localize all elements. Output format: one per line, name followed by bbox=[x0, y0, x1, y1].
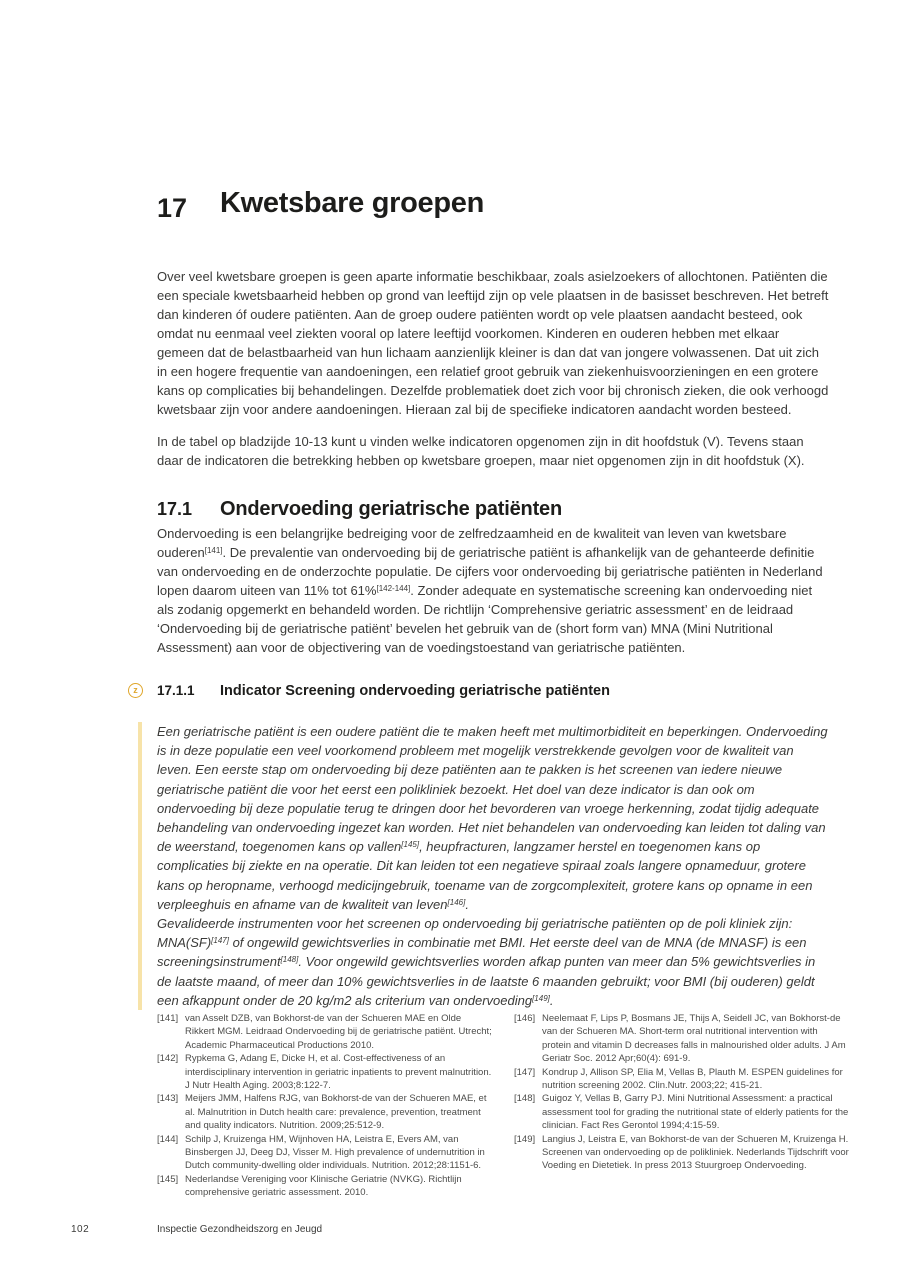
footnote-text: Schilp J, Kruizenga HM, Wijnhoven HA, Leistra E, Evers AM, van Binsbergen JJ, Deeg DJ, Visser M. High prevalence of undernutrition in Dutch community-dwelling older individuals. Nutrition. 2012;28:1151-6. bbox=[185, 1133, 485, 1172]
footnote-number: [149] bbox=[514, 1133, 536, 1145]
subsection-title: Indicator Screening ondervoeding geriatrische patiënten bbox=[220, 683, 610, 699]
footnote bbox=[514, 1092, 849, 1132]
page-content bbox=[133, 0, 829, 1010]
footnote-reference: [142-144] bbox=[376, 584, 411, 593]
footnote-number: [142] bbox=[157, 1053, 179, 1065]
footnote-text: Guigoz Y, Vellas B, Garry PJ. Mini Nutritional Assessment: a practical assessment tool for grading the nutritional state of elderly patients for the clinician. Fact Res Gerontol 1994;4:15-59. bbox=[542, 1093, 849, 1132]
body-text-segment: Gevalideerde instrumenten voor het screenen op ondervoeding bij geriatrische patiënten op de poli kliniek zijn: MNA(SF) bbox=[157, 916, 793, 951]
body-text-segment: . bbox=[465, 896, 469, 912]
footnote-text: Kondrup J, Allison SP, Elia M, Vellas B, Plauth M. ESPEN guidelines for nutrition screening 2002. Clin.Nutr. 2003;22; 415-21. bbox=[542, 1066, 843, 1092]
footnotes-section bbox=[157, 1012, 849, 1200]
intro-paragraph-1: Over veel kwetsbare groepen is geen aparte informatie beschikbaar, zoals asielzoekers of allochtonen. Patiënten die een speciale kwetsbaarheid hebben op grond van leeftijd zijn op vele plaatsen in de basisset beschreven. Het betreft dan kinderen óf oudere patiënten. Aan de groep oudere patiënten wordt op vele plaatsen aandacht besteed, ook omdat nu eenmaal veel ziekten vooral op latere leeftijd voorkomen. Kinderen en ouderen hebben met elkaar gemeen dat de belastbaarheid van hun lichaam aanzienlijk kleiner is dan dat van jongere volwassenen. Dat uit zich in een hogere frequentie van aandoeningen, een relatief groot gebruik van ziekenhuisvoorzieningen en een grotere kans op complicaties bij behandelingen. Dezelfde problematiek doet zich voor bij chronisch zieken, die ook verhoogd kwetsbaar zijn voor andere aandoeningen. Hieraan zal bij de specifieke indicatoren aandacht worden besteed. bbox=[157, 269, 829, 417]
body-text-segment: Ondervoeding is een belangrijke bedreiging voor de zelfredzaamheid en de kwaliteit van leven van kwetsbare ouderen bbox=[157, 526, 787, 560]
intro-paragraph-2: In de tabel op bladzijde 10-13 kunt u vinden welke indicatoren opgenomen zijn in dit hoofdstuk (V). Tevens staan daar de indicatoren die betrekking hebben op kwetsbare groepen, maar niet opgenomen zijn in dit hoofdstuk (X). bbox=[157, 434, 805, 468]
section-17-1-body bbox=[157, 524, 829, 657]
footnote-reference: [149] bbox=[532, 993, 550, 1003]
chapter-title: Kwetsbare groepen bbox=[220, 187, 485, 219]
section-heading-17-1 bbox=[157, 496, 829, 524]
chapter-number: 17 bbox=[157, 193, 188, 223]
footnote-number: [146] bbox=[514, 1013, 536, 1024]
footnote-text: van Asselt DZB, van Bokhorst-de van der Schueren MAE en Olde Rikkert MGM. Leidraad Ondervoeding bij de geriatrische patiënt. Utrecht; Academic Pharmaceutical Productions 2010. bbox=[185, 1013, 492, 1051]
footnote bbox=[157, 1052, 492, 1092]
indicator-description-block bbox=[138, 722, 829, 1010]
body-text-segment: Een geriatrische patiënt is een oudere patiënt die te maken heeft met multimorbiditeit en beperkingen. Ondervoeding is in deze populatie een veel voorkomend probleem met mogelijk verstrekkende gevolgen voor de kwaliteit van leven. Een eerste stap om ondervoeding bij deze patiënten aan te pakken is het screenen van iedere nieuwe geriatrische patiënt die voor het eerst een polikliniek bezoekt. Het doel van deze indicator is dan ook om ondervoeding bij deze populatie terug te dringen door het bevorderen van vroege herkenning, zodat tijdig adequate behandeling van ondervoeding ingezet kan worden. Het niet behandelen van ondervoeding kan leiden tot daling van de weerstand, toegenomen kans op vallen bbox=[157, 724, 828, 855]
footnote-text: Rypkema G, Adang E, Dicke H, et al. Cost-effectiveness of an interdisciplinary intervention in geriatric inpatients to prevent malnutrition. J Nutr Health Aging. 2003;8:122-7. bbox=[185, 1053, 492, 1092]
footnote-text: Nederlandse Vereniging voor Klinische Geriatrie (NVKG). Richtlijn comprehensive geriatric assessment. 2010. bbox=[185, 1173, 462, 1199]
footnote bbox=[157, 1133, 492, 1173]
footnote bbox=[514, 1012, 849, 1066]
footnote-reference: [145] bbox=[401, 840, 420, 850]
footer-organization: Inspectie Gezondheidszorg en Jeugd bbox=[157, 1224, 323, 1235]
footnote bbox=[157, 1092, 492, 1132]
footnote bbox=[514, 1066, 849, 1093]
body-text-segment: . Zonder adequate en systematische screening kan ondervoeding niet als zodanig opgemerkt en behandeld worden. De richtlijn ‘Comprehensive geriatric assessment’ en de leidraad ‘Ondervoeding bij de geriatrische patiënt’ bevelen het gebruik van de (short form van) MNA (Mini Nutritional Assessment) aan voor de objectivering van de voedingstoestand van geriatrische patiënten. bbox=[157, 583, 813, 655]
footnote-reference: [146] bbox=[447, 897, 466, 907]
footnote bbox=[514, 1133, 849, 1173]
footnote-text: Langius J, Leistra E, van Bokhorst-de van der Schueren M, Kruizenga H. Screenen van ondervoeding op de polikliniek. Nederlands Tijdschrift voor Voeding en Dietetiek. In press 2013 Stuurgroep Ondervoeding. bbox=[542, 1133, 849, 1172]
page-number: 102 bbox=[71, 1224, 90, 1235]
section-title: Ondervoeding geriatrische patiënten bbox=[220, 498, 562, 520]
body-text-segment: , heupfracturen, langzamer herstel en toegenomen kans op complicaties bij ziekte en na operatie. Dit kan leiden tot een negatieve spiraal zoals langere opnameduur, grotere kans op heropname, verhoogd medicijngebruik, toename van de zorgcomplexiteit, grotere kans op opname in een verpleeghuis en afname van de kwaliteit van leven bbox=[157, 839, 813, 912]
body-text-segment: of ongewild gewichtsverlies in combinatie met BMI. Het eerste deel van de MNA (de MNASF) is een screeningsinstrument bbox=[157, 935, 807, 970]
indicator-marker-z-circle-icon: z bbox=[128, 683, 143, 698]
footnote-number: [148] bbox=[514, 1093, 536, 1105]
footnotes-left-column bbox=[157, 1012, 492, 1200]
body-text-segment: . bbox=[549, 992, 554, 1008]
footnote-number: [144] bbox=[157, 1133, 179, 1145]
footnote-number: [143] bbox=[157, 1093, 179, 1105]
footnote-reference: [148] bbox=[280, 955, 299, 965]
footnotes-right-column bbox=[514, 1012, 849, 1200]
footnote-text: Meijers JMM, Halfens RJG, van Bokhorst-de van der Schueren MAE, et al. Malnutrition in Dutch health care: prevalence, prevention, treatment and quality indicators. Nutrition. 2009;25:512-9. bbox=[185, 1093, 487, 1132]
indicator-paragraph-2 bbox=[157, 914, 829, 1010]
section-number: 17.1 bbox=[157, 499, 193, 519]
body-text-segment: . De prevalentie van ondervoeding bij de geriatrische patiënt is afhankelijk van de gehanteerde definitie van ondervoeding en de onderzochte populatie. De cijfers voor ondervoeding bij geriatrische patiënten in Nederland lopen daarom uiteen van 11% tot 61% bbox=[157, 545, 823, 598]
footnote-number: [147] bbox=[514, 1066, 536, 1078]
subsection-number: 17.1.1 bbox=[157, 683, 195, 698]
body-text-segment: . Voor ongewild gewichtsverlies worden afkap punten van meer dan 5% gewichtsverlies in de laatste maand, of meer dan 10% gewichtsverlies in de laatste 6 maanden gebruikt; voor BMI (bij ouderen) geldt een afkappunt onder de 20 kg/m2 als criterium van ondervoeding bbox=[157, 954, 816, 1008]
footnote bbox=[157, 1173, 492, 1200]
footnote-number: [141] bbox=[157, 1013, 179, 1024]
footnote-reference: [147] bbox=[211, 936, 229, 946]
footnote-reference: [141] bbox=[204, 546, 223, 555]
indicator-paragraph-1 bbox=[157, 722, 829, 914]
footnote-number: [145] bbox=[157, 1173, 179, 1185]
footnote-text: Neelemaat F, Lips P, Bosmans JE, Thijs A, Seidell JC, van Bokhorst-de van der Schueren MA. Short-term oral nutritional intervention with protein and vitamin D decreases falls in malnourished older adults. J Am Geriatr Soc. 2012 Apr;60(4): 691-9. bbox=[542, 1013, 846, 1065]
subsection-heading-17-1-1 bbox=[133, 681, 829, 701]
footnote bbox=[157, 1012, 492, 1052]
chapter-heading bbox=[157, 186, 829, 225]
